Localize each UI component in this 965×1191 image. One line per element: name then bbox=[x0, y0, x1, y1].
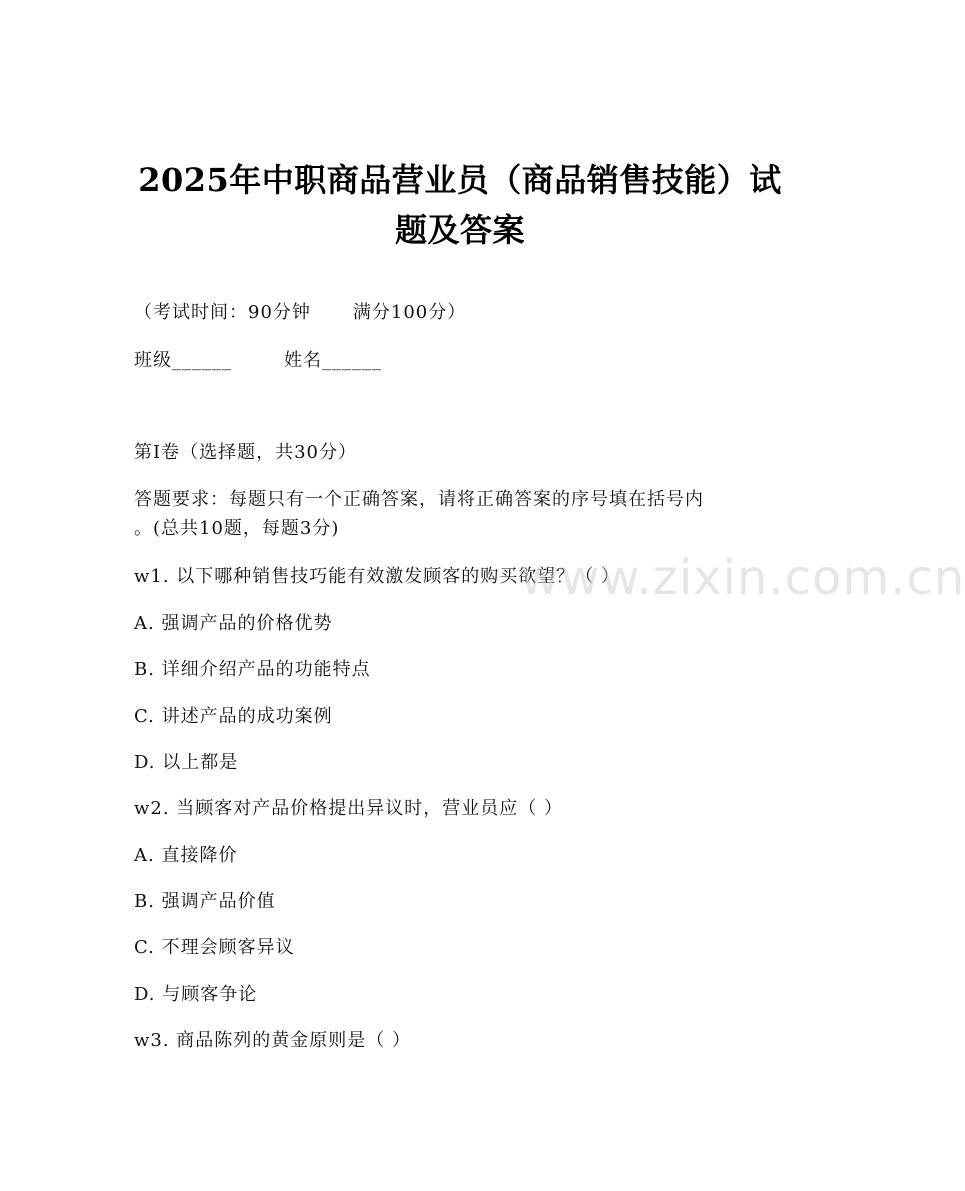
exam-score: 满分100分） bbox=[352, 302, 467, 323]
student-fields bbox=[134, 349, 382, 373]
question-1-option-d: D. 以上都是 bbox=[134, 752, 239, 773]
page-title-line-2: 题及答案 bbox=[394, 211, 525, 249]
question-3-stem: w3. 商品陈列的黄金原则是（ ） bbox=[134, 1030, 412, 1051]
instructions-line-1: 答题要求：每题只有一个正确答案，请将正确答案的序号填在括号内 bbox=[134, 489, 704, 510]
name-field[interactable]: 姓名______ bbox=[284, 350, 382, 371]
exam-info bbox=[134, 301, 466, 325]
section-header: 第I卷（选择题，共30分） bbox=[134, 442, 358, 463]
question-2-option-c: C. 不理会顾客异议 bbox=[134, 937, 295, 958]
instructions-line-2: 。(总共10题，每题3分) bbox=[134, 518, 340, 539]
question-2-option-a: A. 直接降价 bbox=[134, 845, 238, 866]
question-2-stem: w2. 当顾客对产品价格提出异议时，营业员应（ ） bbox=[134, 798, 564, 819]
question-1-option-a: A. 强调产品的价格优势 bbox=[134, 613, 333, 634]
exam-time: （考试时间：90分钟 bbox=[134, 302, 311, 323]
page-title-line-1: 2025年中职商品营业员（商品销售技能）试 bbox=[138, 161, 782, 199]
question-1-option-b: B. 详细介绍产品的功能特点 bbox=[134, 659, 371, 680]
question-2-option-b: B. 强调产品价值 bbox=[134, 891, 276, 912]
question-2-option-d: D. 与顾客争论 bbox=[134, 984, 258, 1005]
class-field[interactable]: 班级______ bbox=[134, 350, 232, 371]
question-1-option-c: C. 讲述产品的成功案例 bbox=[134, 706, 333, 727]
watermark: www.zixin.com.cn bbox=[520, 550, 965, 606]
question-1-stem: w1. 以下哪种销售技巧能有效激发顾客的购买欲望？（ ） bbox=[134, 566, 621, 587]
